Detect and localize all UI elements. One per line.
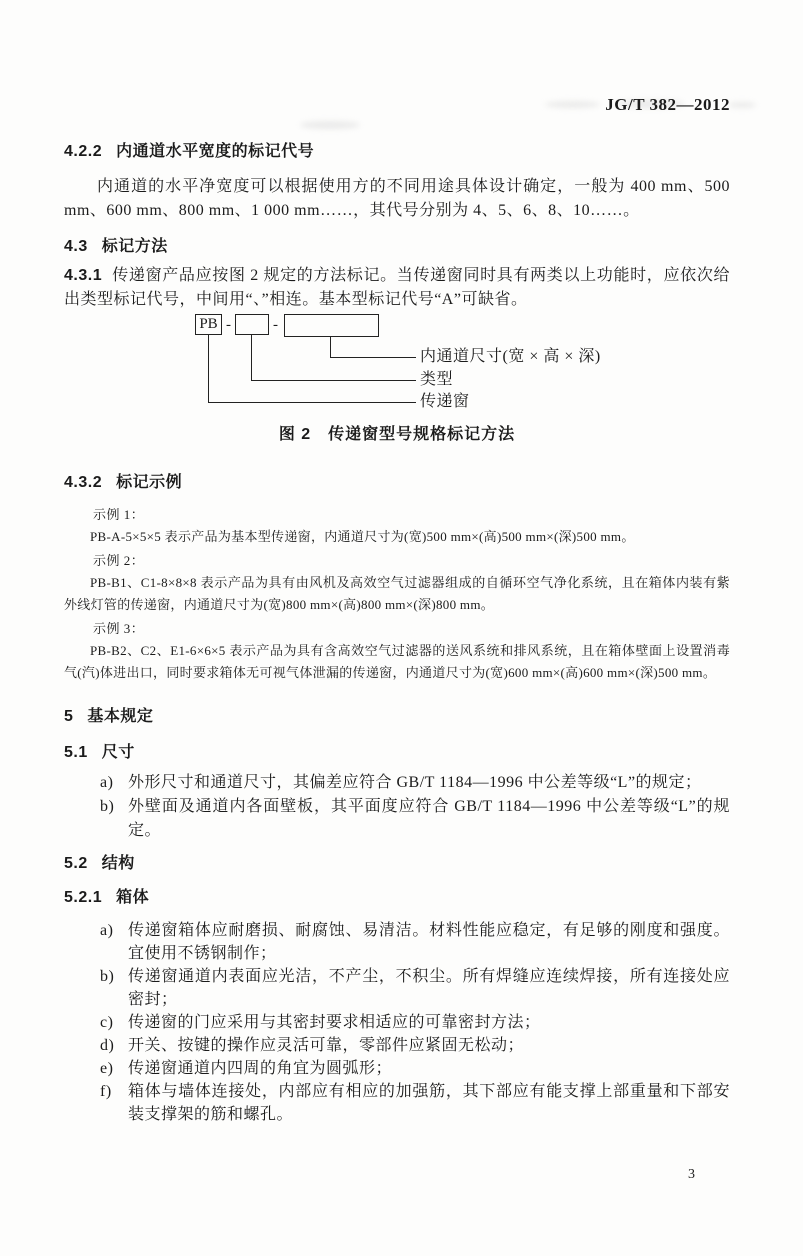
connector-line (251, 380, 416, 381)
list-item-marker: a) (100, 922, 114, 939)
list-item-text: 开关、按键的操作应灵活可靠，零部件应紧固无松动； (128, 1037, 525, 1054)
figure-label-window: 传递窗 (420, 393, 470, 410)
list-item-text: 外壁面及通道内各面壁板，其平面度应符合 GB/T 1184—1996 中公差等级“L”的规定。 (128, 798, 730, 839)
figure-label-type: 类型 (420, 371, 454, 388)
section-heading-4-3 (64, 236, 730, 258)
list-item-marker: c) (100, 1014, 114, 1031)
section-number: 4.3 (64, 238, 88, 255)
list-item-marker: a) (100, 774, 114, 791)
paragraph-4-3-1 (64, 264, 730, 312)
page-number: 3 (688, 1167, 695, 1182)
example-2-label: 示例 2： (93, 553, 145, 568)
connector-line (330, 337, 331, 357)
document-code: JG/T 382—2012 (605, 95, 730, 114)
list-item-marker: e) (100, 1060, 114, 1077)
list-5-1 (64, 771, 730, 843)
list-item (64, 1057, 730, 1080)
section-number: 5.1 (64, 744, 88, 761)
list-item (64, 1080, 730, 1126)
section-heading-4-2-2 (64, 141, 730, 163)
section-number: 4.3.1 (64, 267, 103, 284)
dash-separator: - (226, 317, 231, 333)
list-item (64, 1034, 730, 1057)
model-prefix-box: PB (195, 314, 222, 335)
section-heading-5-2-1 (64, 887, 730, 909)
example-3-label: 示例 3： (93, 621, 145, 636)
figure-label-dimensions: 内通道尺寸(宽 × 高 × 深) (420, 348, 601, 365)
list-item (64, 919, 730, 965)
section-heading-5-2 (64, 853, 730, 875)
list-item (64, 771, 730, 795)
example-2-text: PB-B1、C1-8×8×8 表示产品为具有由风机及高效空气过滤器组成的自循环空气净化系统，且在箱体内装有紫外线灯管的传递窗，内通道尺寸为(宽)800 mm×(高)800 mm×(深)800 mm。 (64, 575, 730, 612)
section-title: 基本规定 (87, 708, 154, 725)
example-1-text: PB-A-5×5×5 表示产品为基本型传递窗，内通道尺寸为(宽)500 mm×(高)500 mm×(深)500 mm。 (90, 529, 635, 544)
example-1-label: 示例 1： (93, 507, 145, 522)
section-title: 标记示例 (116, 474, 183, 491)
connector-line (208, 402, 416, 403)
list-item-text: 传递窗箱体应耐磨损、耐腐蚀、易清洁。材料性能应稳定，有足够的刚度和强度。宜使用不锈钢制作； (128, 922, 730, 962)
list-item-text: 外形尺寸和通道尺寸，其偏差应符合 GB/T 1184—1996 中公差等级“L”的规定； (128, 774, 702, 791)
section-number: 5.2.1 (64, 889, 103, 906)
section-number: 4.3.2 (64, 474, 103, 491)
figure-2-caption: 图 2 传递窗型号规格标记方法 (278, 426, 516, 443)
document-page (0, 95, 803, 1126)
section-title: 结构 (101, 855, 135, 872)
connector-line (330, 357, 416, 358)
list-item-text: 传递窗通道内表面应光洁，不产尘，不积尘。所有焊缝应连续焊接，所有连接处应密封； (128, 968, 730, 1008)
section-heading-5 (64, 706, 730, 728)
list-5-2-1 (64, 919, 730, 1126)
list-item-marker: d) (100, 1037, 115, 1054)
example-3-text: PB-B2、C2、E1-6×6×5 表示产品为具有含高效空气过滤器的送风系统和排风系统，且在箱体壁面上设置消毒气(汽)体进出口，同时要求箱体无可视气体泄漏的传递窗，内通道尺寸为(宽)600 mm×(高)600 mm×(深)500 mm。 (64, 643, 730, 680)
connector-line (208, 335, 209, 402)
list-item-text: 传递窗通道内四周的角宜为圆弧形； (128, 1060, 393, 1077)
paragraph-4-2-2: 内通道的水平净宽度可以根据使用方的不同用途具体设计确定，一般为 400 mm、500 mm、600 mm、800 mm、1 000 mm……，其代号分别为 4、5、6、8、10……。 (64, 178, 730, 219)
list-item (64, 965, 730, 1011)
section-title: 内通道水平宽度的标记代号 (116, 143, 315, 160)
list-item-marker: b) (100, 968, 115, 985)
list-item-text: 箱体与墙体连接处，内部应有相应的加强筋，其下部应有能支撑上部重量和下部安装支撑架的筋和螺孔。 (128, 1083, 730, 1123)
section-number: 5.2 (64, 855, 88, 872)
list-item (64, 795, 730, 843)
list-item (64, 1011, 730, 1034)
section-heading-5-1 (64, 742, 730, 764)
list-item-marker: b) (100, 798, 115, 815)
dimensions-code-box (284, 314, 379, 337)
type-code-box (235, 314, 269, 335)
figure-2-diagram (64, 314, 730, 414)
list-item-text: 传递窗的门应采用与其密封要求相适应的可靠密封方法； (128, 1014, 541, 1031)
list-item-marker: f) (100, 1083, 112, 1100)
dash-separator: - (273, 317, 278, 333)
section-title: 箱体 (116, 889, 150, 906)
section-heading-4-3-2 (64, 472, 730, 494)
section-title: 尺寸 (101, 744, 135, 761)
section-number: 5 (64, 708, 74, 725)
section-title: 标记方法 (101, 238, 168, 255)
connector-line (251, 335, 252, 380)
section-number: 4.2.2 (64, 143, 103, 160)
paragraph-text: 传递窗产品应按图 2 规定的方法标记。当传递窗同时具有两类以上功能时，应依次给出类型标记代号，中间用“、”相连。基本型标记代号“A”可缺省。 (64, 267, 730, 308)
